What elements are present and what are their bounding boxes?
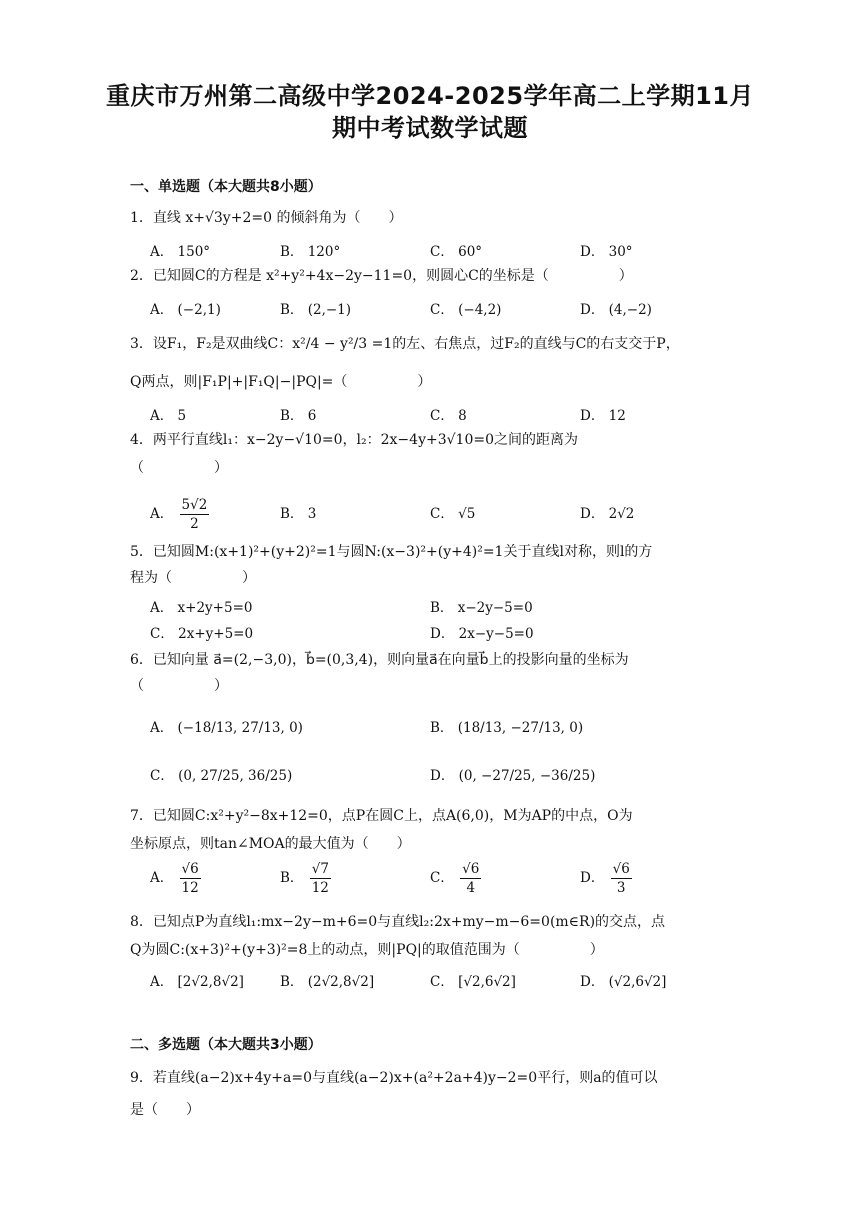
option-c: C． √5 [430,506,476,522]
option-a [150,860,203,897]
question-8-stem-line1: 8．已知点P为直线l₁:mx−2y−m+6=0与直线l₂:2x+my−m−6=0(m∈R)的交点，点 [130,914,666,930]
option-d: D． (√2,6√2] [580,974,667,990]
fraction-numerator: 5√2 [181,497,208,513]
option-c [430,860,483,897]
question-5-stem-line1: 5．已知圆M:(x+1)²+(y+2)²=1与圆N:(x−3)²+(y+4)²=1关于直线l对称，则l的方 [130,544,653,560]
question-3-options [150,404,750,428]
option-b: B． x−2y−5=0 [430,600,533,616]
fraction-numerator: √7 [311,861,329,877]
question-8-stem-line2: Q为圆C:(x+3)²+(y+3)²=8上的动点，则|PQ|的取值范围为（ ） [130,942,604,958]
fraction-denominator: 12 [181,880,199,896]
fraction-denominator: 4 [466,880,476,896]
option-a: A． (−18/13, 27/13, 0) [150,720,303,736]
option-d: D． 2x−y−5=0 [430,626,534,642]
option-a [150,496,211,533]
option-c: C． 60° [430,244,483,260]
option-d [580,860,634,897]
option-d: D． (4,−2) [580,302,652,318]
option-b [280,860,333,897]
question-9-stem-line2: 是（ ） [130,1102,200,1118]
question-4-stem-line1: 4．两平行直线l₁：x−2y−√10=0，l₂：2x−4y+3√10=0之间的距离为 [130,432,578,448]
option-c: C． 8 [430,408,467,424]
option-a-fraction [180,496,210,533]
question-7-options [150,860,750,900]
question-6-options-row1 [150,716,750,740]
option-c: C． 2x+y+5=0 [150,626,254,642]
option-b: B． (18/13, −27/13, 0) [430,720,584,736]
option-d: D． (0, −27/25, −36/25) [430,768,596,784]
question-6-options-row2 [150,764,750,788]
fraction-denominator: 12 [311,880,329,896]
option-b: B． 3 [280,506,317,522]
question-1-options [150,240,750,264]
option-c: C． [√2,6√2] [430,974,516,990]
question-4-options [150,490,750,530]
question-9-stem-line1: 9．若直线(a−2)x+4y+a=0与直线(a−2)x+(a²+2a+4)y−2=0平行，则a的值可以 [130,1070,658,1086]
question-8-options [150,970,750,994]
option-a: A． 150° [150,244,211,260]
option-a: A． x+2y+5=0 [150,600,253,616]
section-single-choice: 一、单选题（本大题共8小题） [130,179,322,195]
option-d: D． 12 [580,408,626,424]
fraction-numerator: √6 [612,861,630,877]
fraction-numerator: √6 [181,861,199,877]
option-c: C． (−4,2) [430,302,502,318]
option-b: B． 6 [280,408,317,424]
option-d-fraction [611,860,632,897]
question-1-stem: 1．直线 x+√3y+2=0 的倾斜角为（ ） [130,210,403,226]
question-7-stem-line1: 7．已知圆C:x²+y²−8x+12=0，点P在圆C上，点A(6,0)，M为AP的中点，O为 [130,808,633,824]
question-5-options-row1 [150,596,750,620]
fraction-denominator: 3 [616,880,626,896]
question-6-stem-line1: 6．已知向量 a⃗=(2,−3,0)，b⃗=(0,3,4)，则向量a⃗在向量b⃗上的投影向量的坐标为 [130,652,629,668]
option-b: B． (2,−1) [280,302,352,318]
option-a: A． (−2,1) [150,302,221,318]
question-5-options-row2 [150,622,750,646]
option-b-label: B． [280,870,304,886]
exam-title-line2: 期中考试数学试题 [332,114,528,142]
option-a-label: A． [150,506,174,522]
section-multiple-choice: 二、多选题（本大题共3小题） [130,1037,322,1053]
option-d: D． 2√2 [580,506,635,522]
fraction-denominator: 2 [190,516,199,532]
option-b: B． (2√2,8√2] [280,974,375,990]
question-2-stem: 2．已知圆C的方程是 x²+y²+4x−2y−11=0，则圆心C的坐标是（ ） [130,268,633,284]
option-a: A． [2√2,8√2] [150,974,244,990]
question-2-options [150,298,750,322]
question-3-stem-line1: 3．设F₁，F₂是双曲线C：x²/4 − y²/3 =1的左、右焦点，过F₂的直线与C的右支交于P， [130,336,680,352]
option-c: C． (0, 27/25, 36/25) [150,768,293,784]
option-c-label: C． [430,870,454,886]
question-5-stem-line2: 程为（ ） [130,570,256,586]
option-b: B． 120° [280,244,341,260]
fraction-numerator: √6 [462,861,480,877]
option-d: D． 30° [580,244,633,260]
question-7-stem-line2: 坐标原点，则tan∠MOA的最大值为（ ） [130,836,411,852]
option-a: A． 5 [150,408,187,424]
option-a-label: A． [150,870,174,886]
option-a-fraction [180,860,201,897]
question-6-stem-line2: （ ） [130,678,228,694]
option-b-fraction [310,860,331,897]
option-d-label: D． [580,870,605,886]
option-c-fraction [460,860,481,897]
question-4-stem-line2: （ ） [130,460,228,476]
exam-title-line1: 重庆市万州第二高级中学2024-2025学年高二上学期11月 [106,82,754,110]
question-3-stem-line2: Q两点，则|F₁P|+|F₁Q|−|PQ|=（ ） [130,374,432,390]
